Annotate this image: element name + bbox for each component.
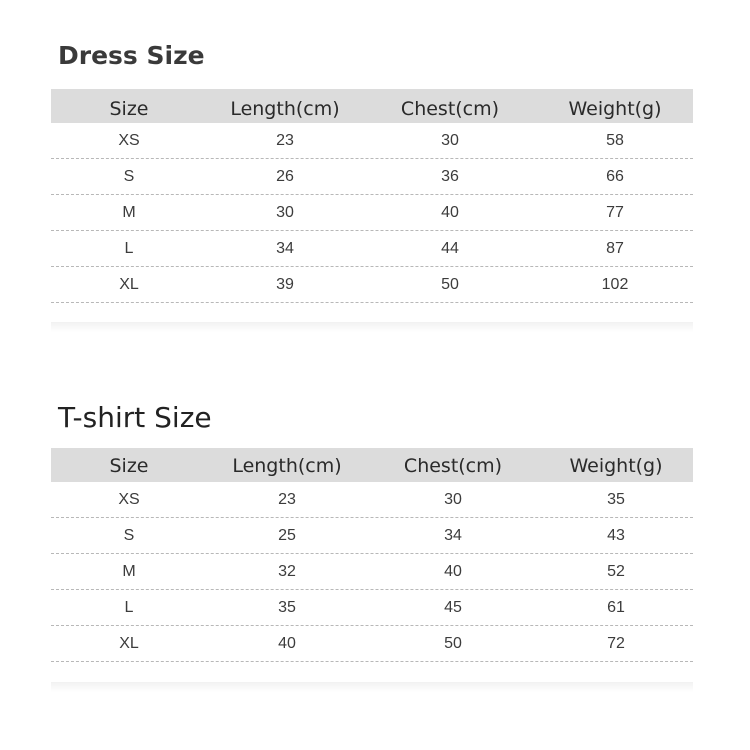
header-weight: Weight(g) (568, 98, 662, 120)
header-length: Length(cm) (230, 98, 340, 120)
header-weight: Weight(g) (569, 455, 663, 477)
cell-chest: 45 (444, 598, 462, 616)
header-size: Size (109, 98, 149, 120)
cell-weight: 87 (606, 239, 624, 257)
cell-weight: 77 (606, 203, 624, 221)
cell-length: 34 (276, 239, 294, 257)
cell-chest: 40 (444, 562, 462, 580)
cell-weight: 58 (606, 131, 624, 149)
table-row (51, 267, 693, 303)
cell-chest: 34 (444, 526, 462, 544)
cell-chest: 50 (441, 275, 459, 293)
cell-chest: 44 (441, 239, 459, 257)
cell-weight: 66 (606, 167, 624, 185)
table-row (51, 159, 693, 195)
table-row (51, 590, 693, 626)
tshirt-size-title: T-shirt Size (58, 401, 212, 434)
cell-chest: 30 (444, 490, 462, 508)
cell-chest: 30 (441, 131, 459, 149)
table-row (51, 231, 693, 267)
table-header-row (51, 448, 693, 482)
cell-length: 39 (276, 275, 294, 293)
header-chest: Chest(cm) (403, 455, 503, 477)
cell-weight: 43 (607, 526, 625, 544)
cell-length: 23 (278, 490, 296, 508)
faded-divider (51, 322, 693, 332)
cell-size: M (122, 203, 136, 221)
header-size: Size (109, 455, 149, 477)
cell-length: 25 (278, 526, 296, 544)
cell-length: 26 (276, 167, 294, 185)
cell-length: 23 (276, 131, 294, 149)
cell-size: M (122, 562, 136, 580)
cell-size: L (124, 598, 134, 616)
cell-length: 32 (278, 562, 296, 580)
faded-divider (51, 682, 693, 692)
header-length: Length(cm) (232, 455, 342, 477)
table-row (51, 482, 693, 518)
cell-size: XL (119, 275, 139, 293)
cell-size: XL (119, 634, 139, 652)
table-header-row (51, 89, 693, 123)
cell-weight: 35 (607, 490, 625, 508)
cell-weight: 102 (601, 275, 629, 293)
cell-length: 40 (278, 634, 296, 652)
dress-size-table (51, 89, 693, 303)
cell-size: XS (118, 490, 140, 508)
table-row (51, 554, 693, 590)
cell-size: XS (118, 131, 140, 149)
table-row (51, 626, 693, 662)
table-row (51, 195, 693, 231)
cell-chest: 36 (441, 167, 459, 185)
cell-chest: 50 (444, 634, 462, 652)
table-row (51, 123, 693, 159)
table-row (51, 518, 693, 554)
cell-weight: 72 (607, 634, 625, 652)
tshirt-size-table (51, 448, 693, 662)
cell-size: S (123, 526, 135, 544)
cell-length: 30 (276, 203, 294, 221)
cell-chest: 40 (441, 203, 459, 221)
cell-weight: 61 (607, 598, 625, 616)
header-chest: Chest(cm) (400, 98, 500, 120)
cell-weight: 52 (607, 562, 625, 580)
cell-length: 35 (278, 598, 296, 616)
dress-size-title: Dress Size (58, 41, 205, 70)
cell-size: S (123, 167, 135, 185)
cell-size: L (124, 239, 134, 257)
